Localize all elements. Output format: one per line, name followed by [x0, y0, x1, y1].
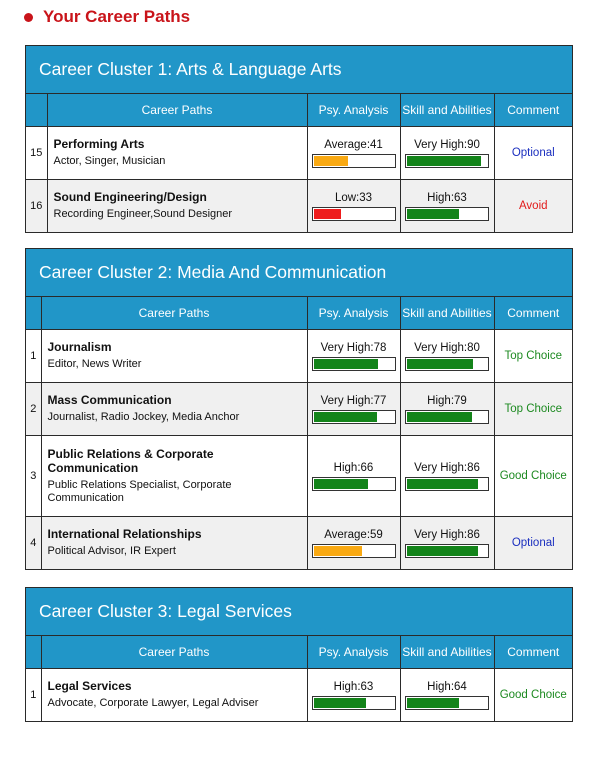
psy-analysis-label: High:66 [333, 461, 374, 474]
career-path-title: Performing Arts [53, 137, 145, 151]
psy-analysis-label: Low:33 [334, 191, 373, 204]
skill-abilities-bar [405, 696, 489, 710]
skill-abilities-bar [405, 154, 489, 168]
header-career-paths: Career Paths [47, 94, 307, 126]
skill-abilities-bar-fill [407, 546, 478, 556]
career-path-title: Legal Services [47, 679, 132, 694]
header-num [26, 636, 41, 668]
comment-avoid: Avoid [494, 179, 572, 232]
psy-analysis-bar-fill [314, 156, 348, 166]
skill-abilities-cell [400, 329, 494, 382]
career-path-cell [47, 179, 307, 232]
header-num [26, 297, 41, 329]
career-path-title: Mass Communication [47, 393, 172, 407]
header-career-paths: Career Paths [41, 297, 307, 329]
career-path-cell [41, 668, 307, 721]
skill-abilities-bar-fill [407, 698, 459, 708]
comment-choice: Top Choice [494, 382, 572, 435]
row-number: 2 [26, 382, 41, 435]
psy-analysis-bar-fill [314, 359, 378, 369]
psy-analysis-cell [307, 179, 400, 232]
career-path-roles: Recording Engineer,Sound Designer [53, 208, 233, 221]
skill-abilities-bar [405, 207, 489, 221]
skill-abilities-cell [400, 126, 494, 179]
psy-analysis-cell [307, 516, 400, 569]
career-path-roles: Advocate, Corporate Lawyer, Legal Adviser [47, 697, 259, 710]
psy-analysis-cell [307, 126, 400, 179]
skill-abilities-bar [405, 544, 489, 558]
career-path-roles: Journalist, Radio Jockey, Media Anchor [47, 411, 240, 423]
career-path-roles: Public Relations Specialist, Corporate Communication [47, 478, 232, 504]
row-number: 16 [26, 179, 47, 232]
row-number: 1 [30, 349, 37, 362]
skill-abilities-bar-fill [407, 479, 478, 489]
header-skills: Skill and Abilities [400, 297, 494, 329]
skill-abilities-bar-fill [407, 209, 459, 219]
header-career-paths: Career Paths [41, 636, 307, 668]
table-row [26, 382, 572, 435]
psy-analysis-bar [312, 154, 396, 168]
comment-optional: Optional [494, 516, 572, 569]
table-header-row [26, 636, 572, 668]
header-psy-analysis: Psy. Analysis [307, 636, 400, 668]
header-comment: Comment [494, 636, 572, 668]
career-path-title: International Relationships [47, 527, 202, 542]
psy-analysis-label: Very High:78 [320, 341, 387, 354]
psy-analysis-bar [312, 477, 396, 491]
header-num [26, 94, 47, 126]
row-number: 4 [26, 516, 41, 569]
psy-analysis-bar [312, 410, 396, 424]
skill-abilities-cell [400, 668, 494, 721]
page-title-text: Your Career Paths [43, 7, 191, 26]
psy-analysis-bar [312, 207, 396, 221]
career-path-title: Journalism [47, 340, 112, 354]
career-table [26, 297, 572, 569]
row-number: 3 [26, 435, 41, 516]
header-skills: Skill and Abilities [400, 636, 494, 668]
skill-abilities-bar [405, 410, 489, 424]
table-header-row [26, 297, 572, 329]
psy-analysis-bar [312, 544, 396, 558]
comment-choice: Good Choice [494, 435, 572, 516]
page-title [24, 5, 190, 29]
psy-analysis-bar [312, 696, 396, 710]
career-table [26, 94, 572, 232]
row-number: 1 [30, 688, 37, 701]
skill-abilities-label: Very High:80 [414, 341, 480, 354]
career-path-cell [41, 329, 307, 382]
career-cluster [25, 248, 573, 570]
table-header-row [26, 94, 572, 126]
skill-abilities-label: High:64 [427, 680, 467, 693]
skill-abilities-label: Very High:86 [414, 461, 480, 474]
psy-analysis-bar-fill [314, 412, 377, 422]
skill-abilities-bar [405, 477, 489, 491]
psy-analysis-label: High:63 [333, 680, 374, 693]
career-cluster [25, 45, 573, 233]
career-path-title: Sound Engineering/Design [53, 190, 207, 205]
career-cluster [25, 587, 573, 722]
table-row [26, 126, 572, 179]
table-row [26, 668, 572, 721]
skill-abilities-cell [400, 516, 494, 569]
psy-analysis-cell [307, 435, 400, 516]
career-path-cell [41, 435, 307, 516]
table-row [26, 179, 572, 232]
skill-abilities-cell [400, 435, 494, 516]
skill-abilities-label: Very High:90 [414, 138, 480, 151]
psy-analysis-cell [307, 382, 400, 435]
skill-abilities-label: High:79 [427, 394, 467, 407]
career-table [26, 636, 572, 721]
header-comment: Comment [494, 94, 572, 126]
skill-abilities-bar-fill [407, 412, 472, 422]
cluster-header: Career Cluster 3: Legal Services [26, 588, 572, 636]
comment-choice: Top Choice [494, 329, 572, 382]
psy-analysis-bar-fill [314, 479, 368, 489]
career-path-cell [41, 382, 307, 435]
table-row [26, 516, 572, 569]
career-path-title: Public Relations & Corporate Communication [47, 446, 214, 475]
bullet-icon [24, 13, 33, 22]
skill-abilities-bar-fill [407, 156, 481, 166]
psy-analysis-label: Very High:77 [320, 394, 387, 407]
psy-analysis-bar-fill [314, 698, 366, 708]
comment-optional: Optional [494, 126, 572, 179]
skill-abilities-label: High:63 [427, 191, 467, 204]
career-path-cell [41, 516, 307, 569]
psy-analysis-label: Average:59 [324, 528, 383, 541]
table-row [26, 329, 572, 382]
header-skills: Skill and Abilities [400, 94, 494, 126]
psy-analysis-cell [307, 668, 400, 721]
skill-abilities-cell [400, 179, 494, 232]
career-path-roles: Editor, News Writer [47, 358, 142, 370]
skill-abilities-bar-fill [407, 359, 473, 369]
table-row [26, 435, 572, 516]
career-path-roles: Actor, Singer, Musician [53, 155, 166, 167]
psy-analysis-bar-fill [314, 209, 341, 219]
cluster-header: Career Cluster 1: Arts & Language Arts [26, 46, 572, 94]
career-path-cell [47, 126, 307, 179]
header-comment: Comment [494, 297, 572, 329]
psy-analysis-label: Average:41 [324, 138, 383, 151]
psy-analysis-bar [312, 357, 396, 371]
skill-abilities-bar [405, 357, 489, 371]
skill-abilities-label: Very High:86 [414, 528, 480, 541]
row-number: 15 [30, 146, 43, 159]
psy-analysis-cell [307, 329, 400, 382]
skill-abilities-cell [400, 382, 494, 435]
cluster-header: Career Cluster 2: Media And Communication [26, 249, 572, 297]
career-path-roles: Political Advisor, IR Expert [47, 545, 176, 558]
header-psy-analysis: Psy. Analysis [307, 297, 400, 329]
header-psy-analysis: Psy. Analysis [307, 94, 400, 126]
comment-choice: Good Choice [494, 668, 572, 721]
psy-analysis-bar-fill [314, 546, 362, 556]
